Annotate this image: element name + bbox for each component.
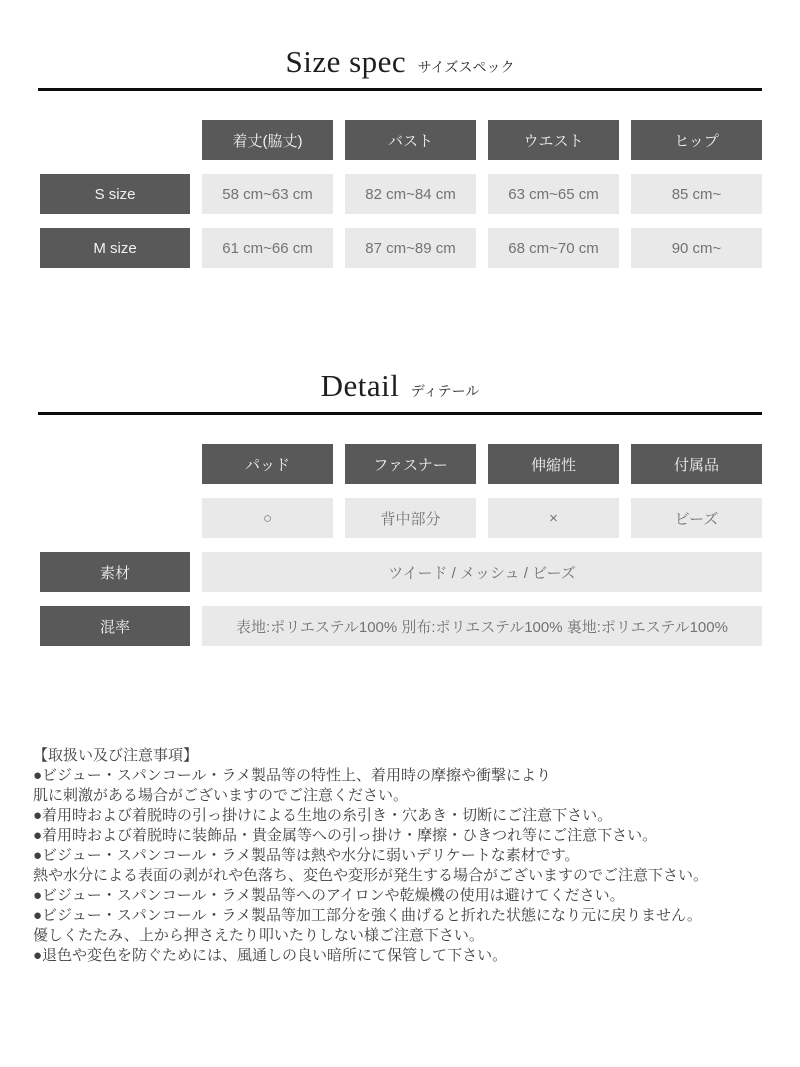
care-note-line: ●着用時および着脱時に装飾品・貴金属等への引っ掛け・摩擦・ひきつれ等にご注意下さい。: [33, 827, 658, 844]
detail-divider: [38, 412, 762, 415]
size-spec-title-en: Size spec: [285, 44, 407, 79]
size-col-header-length: 着丈(脇丈): [202, 120, 333, 160]
detail-accessory-value: ビーズ: [631, 498, 762, 538]
detail-title: [0, 368, 800, 404]
size-s-bust-value: 82 cm~84 cm: [345, 174, 476, 214]
care-note-line: 肌に刺激がある場合がございますのでご注意ください。: [33, 787, 409, 804]
detail-col-header-fastener: ファスナー: [345, 444, 476, 484]
care-notes-block: [33, 746, 780, 966]
size-m-bust-value: 87 cm~89 cm: [345, 228, 476, 268]
detail-stretch-value: ×: [488, 498, 619, 538]
size-s-waist-value: 63 cm~65 cm: [488, 174, 619, 214]
size-m-length-value: 61 cm~66 cm: [202, 228, 333, 268]
care-note-line: ●ビジュー・スパンコール・ラメ製品等加工部分を強く曲げると折れた状態になり元に戻りません。: [33, 907, 702, 924]
detail-value-row-spacer: [40, 498, 190, 538]
size-s-hip-value: 85 cm~: [631, 174, 762, 214]
care-note-line: ●ビジュー・スパンコール・ラメ製品等の特性上、着用時の摩擦や衝撃により: [33, 767, 552, 784]
care-note-line: ●ビジュー・スパンコール・ラメ製品等は熱や水分に弱いデリケートな素材です。: [33, 847, 580, 864]
detail-col-header-stretch: 伸縮性: [488, 444, 619, 484]
size-row-label-m: M size: [40, 228, 190, 268]
material-row-value: ツイード / メッシュ / ビーズ: [202, 552, 762, 592]
size-spec-table: [40, 120, 800, 268]
size-m-hip-value: 90 cm~: [631, 228, 762, 268]
care-note-line: ●着用時および着脱時の引っ掛けによる生地の糸引き・穴あき・切断にご注意下さい。: [33, 807, 613, 824]
size-row-label-s: S size: [40, 174, 190, 214]
detail-table: [40, 444, 800, 646]
size-col-header-bust: バスト: [345, 120, 476, 160]
care-note-line: 優しくたたみ、上から押さえたり叩いたりしない様ご注意下さい。: [33, 927, 484, 944]
size-spec-title: [0, 0, 800, 80]
detail-title-ja: ディテール: [410, 385, 480, 400]
care-notes-heading: 【取扱い及び注意事項】: [33, 747, 199, 764]
composition-row-value: 表地:ポリエステル100% 別布:ポリエステル100% 裏地:ポリエステル100%: [202, 606, 762, 646]
detail-pad-value: ○: [202, 498, 333, 538]
care-note-line: 熱や水分による表面の剥がれや色落ち、変色や変形が発生する場合がございますのでご注意下さい。: [33, 867, 709, 884]
detail-title-en: Detail: [320, 368, 400, 403]
size-col-header-waist: ウエスト: [488, 120, 619, 160]
size-s-length-value: 58 cm~63 cm: [202, 174, 333, 214]
detail-col-header-accessory: 付属品: [631, 444, 762, 484]
size-m-waist-value: 68 cm~70 cm: [488, 228, 619, 268]
detail-table-corner-spacer: [40, 444, 190, 484]
material-row-label: 素材: [40, 552, 190, 592]
care-note-line: ●ビジュー・スパンコール・ラメ製品等へのアイロンや乾燥機の使用は避けてください。: [33, 887, 625, 904]
composition-row-label: 混率: [40, 606, 190, 646]
detail-col-header-pad: パッド: [202, 444, 333, 484]
size-col-header-hip: ヒップ: [631, 120, 762, 160]
detail-fastener-value: 背中部分: [345, 498, 476, 538]
care-note-line: ●退色や変色を防ぐためには、風通しの良い暗所にて保管して下さい。: [33, 947, 508, 964]
size-table-corner-spacer: [40, 120, 190, 160]
size-spec-divider: [38, 88, 762, 91]
size-spec-title-ja: サイズスペック: [417, 61, 515, 76]
